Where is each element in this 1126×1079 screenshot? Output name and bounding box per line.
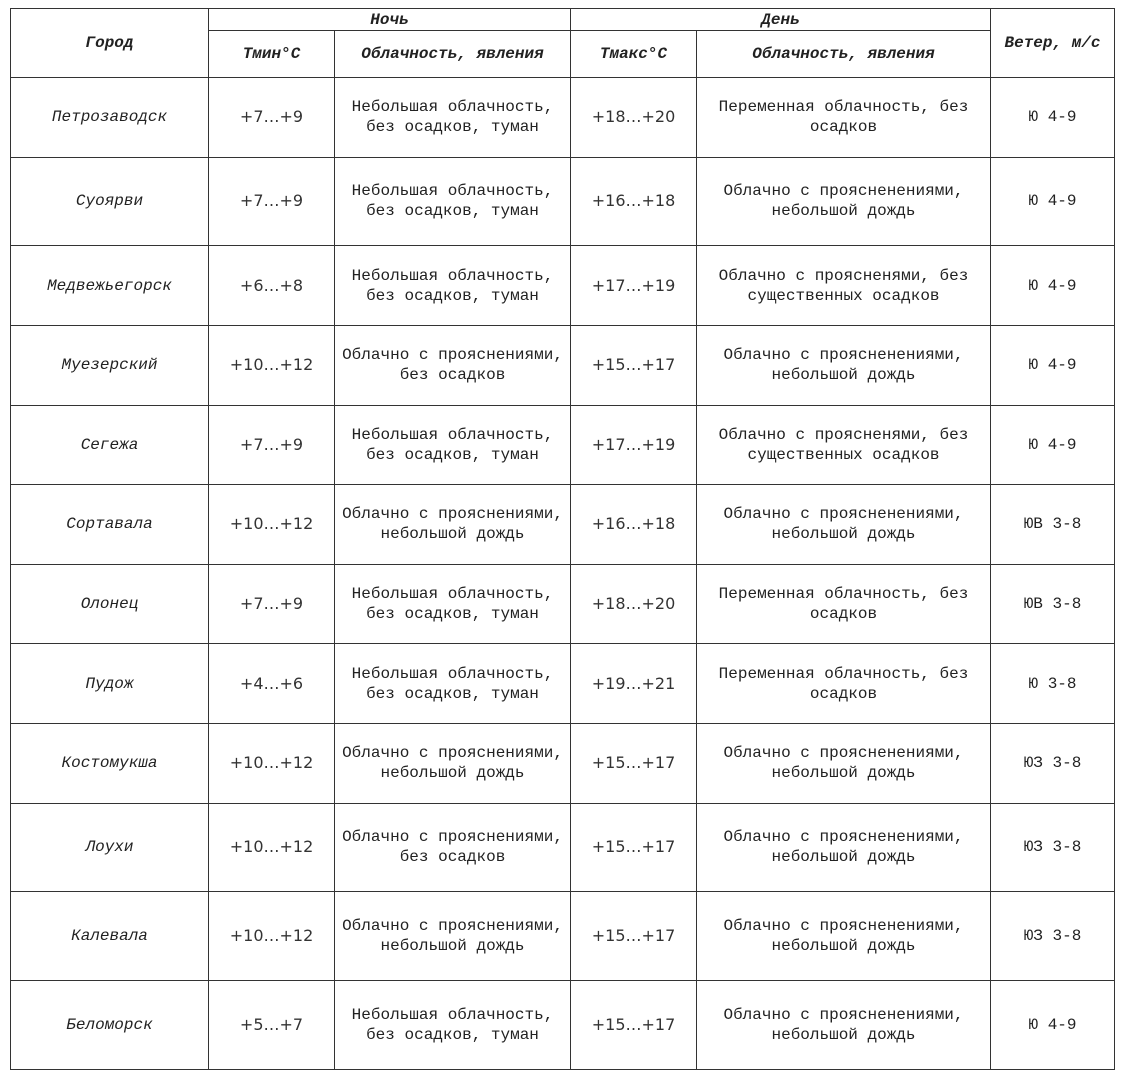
night-conditions: Небольшая облачность, без осадков, туман — [335, 78, 571, 158]
night-temperature: +7…+9 — [209, 78, 335, 158]
wind-speed: ЮЗ 3-8 — [991, 892, 1115, 981]
table-row — [11, 405, 1115, 485]
night-conditions: Небольшая облачность, без осадков, туман — [335, 564, 571, 644]
city-name: Муезерский — [11, 325, 209, 405]
city-name: Лоухи — [11, 803, 209, 892]
day-conditions: Переменная облачность, без осадков — [697, 564, 991, 644]
wind-speed: ЮЗ 3-8 — [991, 723, 1115, 803]
wind-speed: Ю 4-9 — [991, 78, 1115, 158]
night-conditions: Небольшая облачность, без осадков, туман — [335, 405, 571, 485]
night-conditions: Облачно с прояснениями, небольшой дождь — [335, 723, 571, 803]
night-temperature: +10…+12 — [209, 892, 335, 981]
night-temperature: +10…+12 — [209, 723, 335, 803]
wind-header: Ветер, м/с — [991, 9, 1115, 78]
header-row-top — [11, 9, 1115, 31]
city-name: Петрозаводск — [11, 78, 209, 158]
night-header: Ночь — [209, 9, 571, 31]
wind-speed: Ю 4-9 — [991, 246, 1115, 326]
city-name: Пудож — [11, 644, 209, 724]
day-conditions-header: Облачность, явления — [697, 31, 991, 78]
tmax-header: Тмакс°С — [571, 31, 697, 78]
wind-speed: Ю 4-9 — [991, 157, 1115, 246]
day-temperature: +16…+18 — [571, 485, 697, 565]
night-temperature: +10…+12 — [209, 485, 335, 565]
city-name: Олонец — [11, 564, 209, 644]
night-temperature: +5…+7 — [209, 981, 335, 1070]
wind-speed: Ю 4-9 — [991, 325, 1115, 405]
table-row — [11, 803, 1115, 892]
table-row — [11, 892, 1115, 981]
night-conditions-header: Облачность, явления — [335, 31, 571, 78]
night-conditions: Небольшая облачность, без осадков, туман — [335, 246, 571, 326]
forecast-table — [10, 8, 1115, 1070]
day-conditions: Облачно с проясненями, без существенных осадков — [697, 405, 991, 485]
day-conditions: Облачно с проясненениями, небольшой дождь — [697, 892, 991, 981]
wind-speed: Ю 3-8 — [991, 644, 1115, 724]
day-temperature: +17…+19 — [571, 405, 697, 485]
night-temperature: +4…+6 — [209, 644, 335, 724]
night-temperature: +7…+9 — [209, 405, 335, 485]
night-conditions: Облачно с прояснениями, небольшой дождь — [335, 892, 571, 981]
day-temperature: +15…+17 — [571, 723, 697, 803]
table-row — [11, 485, 1115, 565]
table-row — [11, 644, 1115, 724]
table-row — [11, 981, 1115, 1070]
day-temperature: +16…+18 — [571, 157, 697, 246]
wind-speed: ЮВ 3-8 — [991, 564, 1115, 644]
day-temperature: +15…+17 — [571, 325, 697, 405]
day-header: День — [571, 9, 991, 31]
day-conditions: Облачно с проясненениями, небольшой дождь — [697, 803, 991, 892]
day-temperature: +15…+17 — [571, 803, 697, 892]
day-conditions: Облачно с проясненениями, небольшой дождь — [697, 981, 991, 1070]
day-temperature: +17…+19 — [571, 246, 697, 326]
wind-speed: ЮВ 3-8 — [991, 485, 1115, 565]
table-row — [11, 78, 1115, 158]
night-conditions: Небольшая облачность, без осадков, туман — [335, 981, 571, 1070]
day-temperature: +15…+17 — [571, 892, 697, 981]
table-row — [11, 564, 1115, 644]
night-conditions: Облачно с прояснениями, без осадков — [335, 803, 571, 892]
night-temperature: +7…+9 — [209, 157, 335, 246]
night-temperature: +7…+9 — [209, 564, 335, 644]
day-conditions: Облачно с проясненениями, небольшой дождь — [697, 157, 991, 246]
night-temperature: +10…+12 — [209, 325, 335, 405]
table-row — [11, 723, 1115, 803]
table-row — [11, 246, 1115, 326]
day-temperature: +19…+21 — [571, 644, 697, 724]
wind-speed: Ю 4-9 — [991, 405, 1115, 485]
table-row — [11, 325, 1115, 405]
day-conditions: Облачно с проясненями, без существенных осадков — [697, 246, 991, 326]
day-conditions: Облачно с проясненениями, небольшой дождь — [697, 325, 991, 405]
wind-speed: ЮЗ 3-8 — [991, 803, 1115, 892]
city-name: Калевала — [11, 892, 209, 981]
day-conditions: Переменная облачность, без осадков — [697, 644, 991, 724]
city-name: Суоярви — [11, 157, 209, 246]
city-name: Костомукша — [11, 723, 209, 803]
city-header: Город — [11, 9, 209, 78]
table-row — [11, 157, 1115, 246]
night-conditions: Небольшая облачность, без осадков, туман — [335, 644, 571, 724]
city-name: Беломорск — [11, 981, 209, 1070]
city-name: Сортавала — [11, 485, 209, 565]
forecast-body — [11, 78, 1115, 1070]
day-temperature: +15…+17 — [571, 981, 697, 1070]
day-temperature: +18…+20 — [571, 78, 697, 158]
night-temperature: +10…+12 — [209, 803, 335, 892]
day-conditions: Облачно с проясненениями, небольшой дождь — [697, 723, 991, 803]
day-temperature: +18…+20 — [571, 564, 697, 644]
day-conditions: Облачно с проясненениями, небольшой дождь — [697, 485, 991, 565]
tmin-header: Тмин°С — [209, 31, 335, 78]
night-conditions: Облачно с прояснениями, небольшой дождь — [335, 485, 571, 565]
wind-speed: Ю 4-9 — [991, 981, 1115, 1070]
night-conditions: Небольшая облачность, без осадков, туман — [335, 157, 571, 246]
city-name: Сегежа — [11, 405, 209, 485]
night-temperature: +6…+8 — [209, 246, 335, 326]
night-conditions: Облачно с прояснениями, без осадков — [335, 325, 571, 405]
day-conditions: Переменная облачность, без осадков — [697, 78, 991, 158]
city-name: Медвежьегорск — [11, 246, 209, 326]
